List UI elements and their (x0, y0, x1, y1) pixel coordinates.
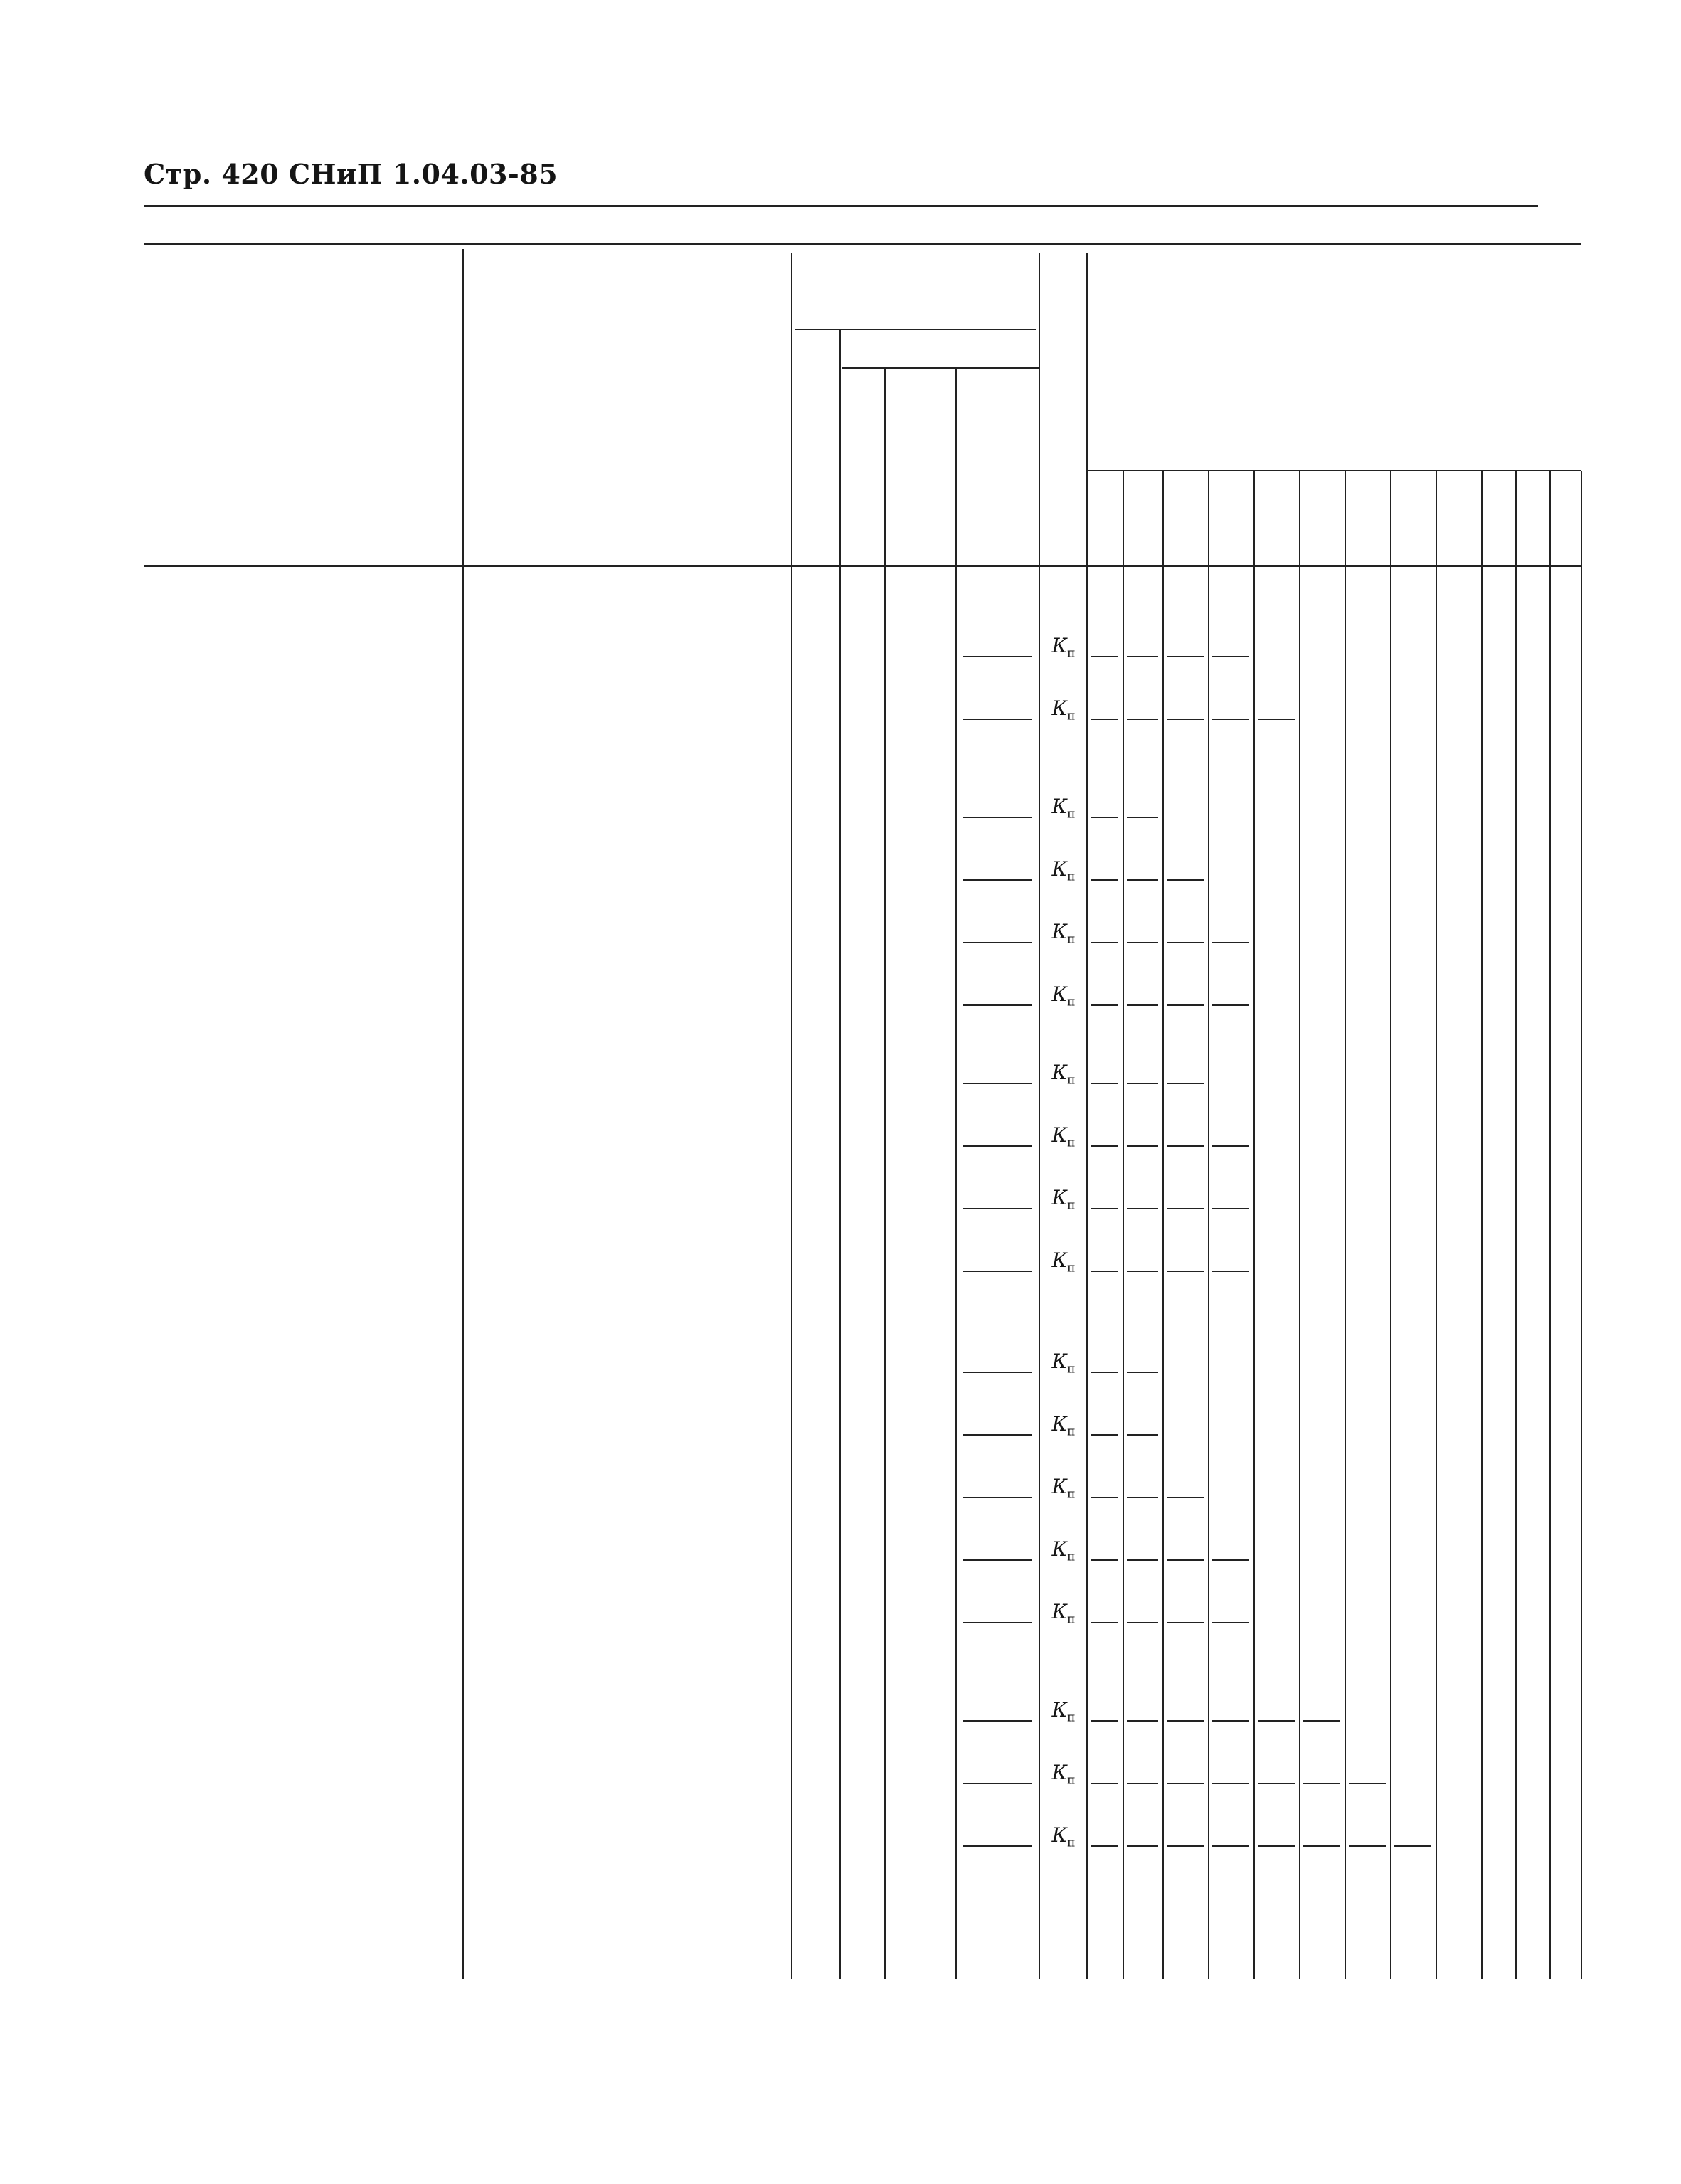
reserve-underline (1127, 1145, 1158, 1147)
reserve-underline (1349, 1845, 1386, 1847)
col-rule-quarter (1299, 471, 1300, 1979)
reserve-underline (1127, 942, 1158, 943)
reserve-underline (1127, 817, 1158, 818)
kp-letter: К (1051, 634, 1068, 657)
col-rule-quarter (1253, 471, 1255, 1979)
reserve-underline (1167, 879, 1204, 881)
reserve-underline (1127, 656, 1158, 657)
kp-subscript: п (1067, 1612, 1076, 1627)
reserve-underline (1091, 1271, 1118, 1272)
reserve-underline (1127, 1434, 1158, 1436)
kp-subscript: п (1067, 1198, 1076, 1213)
reserve-underline (1127, 1372, 1158, 1373)
kp-indicator (1041, 1063, 1086, 1091)
kp-indicator (1041, 1825, 1086, 1853)
col-rule-object (462, 249, 464, 1979)
row-mount-underline (963, 817, 1032, 818)
kp-subscript: п (1067, 869, 1076, 884)
kp-indicator (1041, 797, 1086, 825)
reserve-underline (1303, 1720, 1340, 1722)
col-rule-total (839, 329, 841, 1979)
kp-subscript: п (1067, 1487, 1076, 1502)
quarters-sub-rule (1086, 470, 1581, 471)
kp-subscript: п (1067, 1710, 1076, 1725)
reserve-underline (1127, 1083, 1158, 1084)
kp-indicator (1041, 1352, 1086, 1379)
reserve-underline (1167, 1083, 1204, 1084)
row-mount-underline (963, 1720, 1032, 1722)
col-rule-indicator (1086, 253, 1088, 1979)
reserve-underline (1167, 1004, 1204, 1006)
reserve-underline (1167, 1845, 1204, 1847)
row-mount-underline (963, 1497, 1032, 1498)
reserve-underline (1212, 1208, 1249, 1209)
reserve-underline (1303, 1845, 1340, 1847)
kp-subscript: п (1067, 1773, 1076, 1788)
reserve-underline (1167, 942, 1204, 943)
kp-letter: К (1051, 1186, 1068, 1209)
reserve-underline (1258, 1783, 1295, 1784)
kp-indicator (1041, 859, 1086, 887)
reserve-underline (1091, 1083, 1118, 1084)
kp-indicator (1041, 1251, 1086, 1278)
reserve-underline (1349, 1783, 1386, 1784)
reserve-underline (1167, 1783, 1204, 1784)
reserve-underline (1091, 719, 1118, 720)
kp-indicator (1041, 636, 1086, 664)
reserve-underline (1212, 1622, 1249, 1623)
reserve-underline (1127, 1622, 1158, 1623)
reserve-underline (1091, 1372, 1118, 1373)
kp-indicator (1041, 1539, 1086, 1567)
kp-indicator (1041, 1125, 1086, 1153)
reserve-underline (1091, 1622, 1118, 1623)
kp-letter: К (1051, 1823, 1068, 1847)
reserve-underline (1212, 1145, 1249, 1147)
reserve-underline (1394, 1845, 1431, 1847)
col-rule-quarter (1390, 471, 1391, 1979)
reserve-underline (1091, 879, 1118, 881)
kp-letter: К (1051, 920, 1068, 943)
including-sub-rule (842, 367, 1039, 369)
reserve-underline (1091, 1559, 1118, 1561)
kp-subscript: п (1067, 1362, 1076, 1377)
reserve-underline (1091, 942, 1118, 943)
col-rule-quarter (1549, 471, 1551, 1979)
kp-letter: К (1051, 1249, 1068, 1272)
reserve-underline (1127, 1720, 1158, 1722)
reserve-underline (1091, 1497, 1118, 1498)
kp-indicator (1041, 1700, 1086, 1728)
kp-letter: К (1051, 1600, 1068, 1623)
reserve-underline (1091, 1783, 1118, 1784)
reserve-underline (1258, 719, 1295, 720)
row-mount-underline (963, 719, 1032, 720)
reserve-underline (1212, 719, 1249, 720)
reserve-underline (1303, 1783, 1340, 1784)
reserve-underline (1091, 1720, 1118, 1722)
reserve-underline (1167, 1559, 1204, 1561)
reserve-underline (1212, 1783, 1249, 1784)
kp-subscript: п (1067, 807, 1076, 822)
reserve-underline (1167, 656, 1204, 657)
reserve-underline (1091, 1845, 1118, 1847)
row-mount-underline (963, 1083, 1032, 1084)
reserve-underline (1167, 1271, 1204, 1272)
row-mount-underline (963, 942, 1032, 943)
kp-letter: К (1051, 1761, 1068, 1784)
reserve-underline (1127, 719, 1158, 720)
col-rule-quarter (1581, 471, 1582, 1979)
reserve-underline (1127, 1559, 1158, 1561)
reserve-underline (1091, 1208, 1118, 1209)
kp-indicator (1041, 696, 1086, 726)
reserve-underline (1127, 1271, 1158, 1272)
reserve-underline (1091, 1004, 1118, 1006)
row-mount-underline (963, 656, 1032, 657)
reserve-underline (1167, 1622, 1204, 1623)
col-rule-char (791, 253, 792, 1979)
kp-subscript: п (1067, 1073, 1076, 1088)
reserve-underline (1127, 1497, 1158, 1498)
kp-subscript: п (1067, 1135, 1076, 1150)
col-rule-quarter (1481, 471, 1483, 1979)
kp-letter: К (1051, 1123, 1068, 1147)
kp-letter: К (1051, 1350, 1068, 1373)
reserve-underline (1212, 942, 1249, 943)
kp-subscript: п (1067, 646, 1076, 661)
row-mount-underline (963, 1145, 1032, 1147)
row-mount-underline (963, 1372, 1032, 1373)
row-mount-underline (963, 1208, 1032, 1209)
kp-subscript: п (1067, 1424, 1076, 1439)
reserve-underline (1212, 1271, 1249, 1272)
reserve-underline (1212, 1004, 1249, 1006)
kp-subscript: п (1067, 1261, 1076, 1276)
row-mount-underline (963, 1845, 1032, 1847)
reserve-underline (1091, 1145, 1118, 1147)
row-mount-underline (963, 1559, 1032, 1561)
col-rule-quarter (1208, 471, 1209, 1979)
reserve-underline (1212, 1845, 1249, 1847)
header-bottom-rule (144, 565, 1581, 567)
kp-subscript: п (1067, 1549, 1076, 1564)
kp-indicator (1041, 1602, 1086, 1630)
kp-indicator (1041, 1188, 1086, 1216)
reserve-underline (1091, 817, 1118, 818)
kp-indicator (1041, 1763, 1086, 1791)
row-mount-underline (963, 1271, 1032, 1272)
row-mount-underline (963, 1434, 1032, 1436)
kp-subscript: п (1067, 932, 1076, 947)
row-mount-underline (963, 1004, 1032, 1006)
kp-subscript: п (1067, 709, 1076, 723)
reserve-underline (1127, 879, 1158, 881)
kp-indicator (1041, 1414, 1086, 1442)
kp-letter: К (1051, 795, 1068, 818)
kp-letter: К (1051, 1061, 1068, 1084)
col-rule-transfer (955, 367, 957, 1979)
reserve-underline (1258, 1845, 1295, 1847)
kp-letter: К (1051, 857, 1068, 881)
reserve-underline (1127, 1783, 1158, 1784)
reserve-underline (1212, 1720, 1249, 1722)
kp-letter: К (1051, 1698, 1068, 1722)
col-rule-quarter (1345, 471, 1346, 1979)
kp-subscript: п (1067, 1835, 1076, 1850)
reserve-underline (1127, 1845, 1158, 1847)
reserve-underline (1127, 1004, 1158, 1006)
kp-letter: К (1051, 696, 1068, 720)
kp-indicator (1041, 1477, 1086, 1505)
reserve-underline (1091, 656, 1118, 657)
page-header: Стр. 420 СНиП 1.04.03-85 (144, 158, 558, 190)
reserve-underline (1167, 1497, 1204, 1498)
reserve-underline (1091, 1434, 1118, 1436)
kp-indicator (1041, 922, 1086, 950)
row-mount-underline (963, 879, 1032, 881)
col-rule-quarter (1123, 471, 1124, 1979)
col-rule-quarter (1162, 471, 1164, 1979)
table-top-rule (144, 243, 1581, 245)
reserve-underline (1167, 1145, 1204, 1147)
kp-letter: К (1051, 1537, 1068, 1561)
kp-indicator (1041, 982, 1086, 1012)
reserve-underline (1167, 1720, 1204, 1722)
col-rule-mount (1039, 253, 1040, 1979)
kp-letter: К (1051, 1412, 1068, 1436)
col-rule-prep (884, 367, 886, 1979)
kp-letter: К (1051, 1475, 1068, 1498)
col-rule-quarter (1436, 471, 1437, 1979)
reserve-underline (1212, 1559, 1249, 1561)
kp-subscript: п (1067, 995, 1076, 1009)
reserve-underline (1167, 1208, 1204, 1209)
duration-sub-rule (795, 329, 1036, 330)
row-mount-underline (963, 1622, 1032, 1623)
reserve-underline (1167, 719, 1204, 720)
col-rule-quarter (1515, 471, 1517, 1979)
reserve-underline (1127, 1208, 1158, 1209)
row-mount-underline (963, 1783, 1032, 1784)
kp-letter: К (1051, 982, 1068, 1006)
reserve-underline (1258, 1720, 1295, 1722)
reserve-underline (1212, 656, 1249, 657)
